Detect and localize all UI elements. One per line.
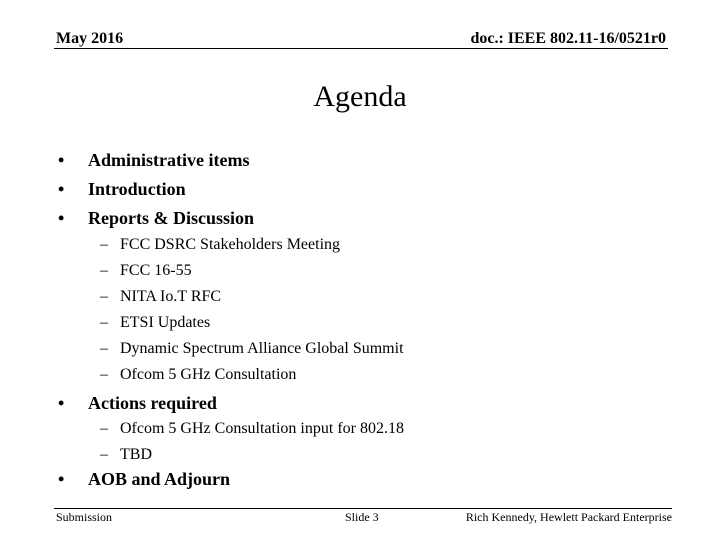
bullet-icon: • <box>58 179 65 199</box>
footer-submission: Submission <box>56 510 113 524</box>
agenda-item-label: Reports & Discussion <box>88 208 255 228</box>
slide-title: Agenda <box>313 80 407 113</box>
footer-author: Rich Kennedy, Hewlett Packard Enterprise <box>465 510 672 524</box>
sub-item <box>100 420 404 438</box>
agenda-item-actions <box>58 393 217 414</box>
header-doc-id: doc.: IEEE 802.11-16/0521r0 <box>470 30 666 47</box>
dash-icon: – <box>100 236 108 253</box>
dash-icon: – <box>100 314 108 331</box>
header-rule <box>54 48 668 49</box>
sub-item-label: NITA Io.T RFC <box>120 288 222 305</box>
dash-icon: – <box>100 288 108 305</box>
sub-item <box>100 314 210 332</box>
sub-item-label: Ofcom 5 GHz Consultation <box>120 366 297 383</box>
dash-icon: – <box>100 366 108 383</box>
sub-item-label: Dynamic Spectrum Alliance Global Summit <box>120 340 404 357</box>
sub-item <box>100 262 192 280</box>
dash-icon: – <box>100 340 108 357</box>
footer-slide-number: Slide 3 <box>345 510 379 524</box>
header-date: May 2016 <box>56 30 124 47</box>
dash-icon: – <box>100 420 108 437</box>
dash-icon: – <box>100 262 108 279</box>
sub-item <box>100 340 404 358</box>
sub-item-label: TBD <box>120 446 152 463</box>
agenda-item-reports <box>58 208 254 229</box>
agenda-item-label: Administrative items <box>88 150 250 170</box>
agenda-item-label: Introduction <box>88 179 186 199</box>
sub-item-label: ETSI Updates <box>120 314 211 331</box>
sub-item <box>100 288 221 306</box>
sub-item <box>100 446 152 464</box>
agenda-item-aob <box>58 469 230 490</box>
bullet-icon: • <box>58 208 65 228</box>
agenda-item-administrative <box>58 150 249 171</box>
agenda-item-label: AOB and Adjourn <box>88 469 231 489</box>
bullet-icon: • <box>58 150 65 170</box>
agenda-item-introduction <box>58 179 186 200</box>
bullet-icon: • <box>58 393 65 413</box>
sub-item-label: FCC DSRC Stakeholders Meeting <box>120 236 341 253</box>
sub-item <box>100 366 296 384</box>
sub-item <box>100 236 340 254</box>
sub-item-label: Ofcom 5 GHz Consultation input for 802.18 <box>120 420 404 437</box>
bullet-icon: • <box>58 469 65 489</box>
sub-item-label: FCC 16-55 <box>120 262 192 279</box>
footer-rule <box>54 508 672 509</box>
agenda-item-label: Actions required <box>88 393 217 413</box>
dash-icon: – <box>100 446 108 463</box>
